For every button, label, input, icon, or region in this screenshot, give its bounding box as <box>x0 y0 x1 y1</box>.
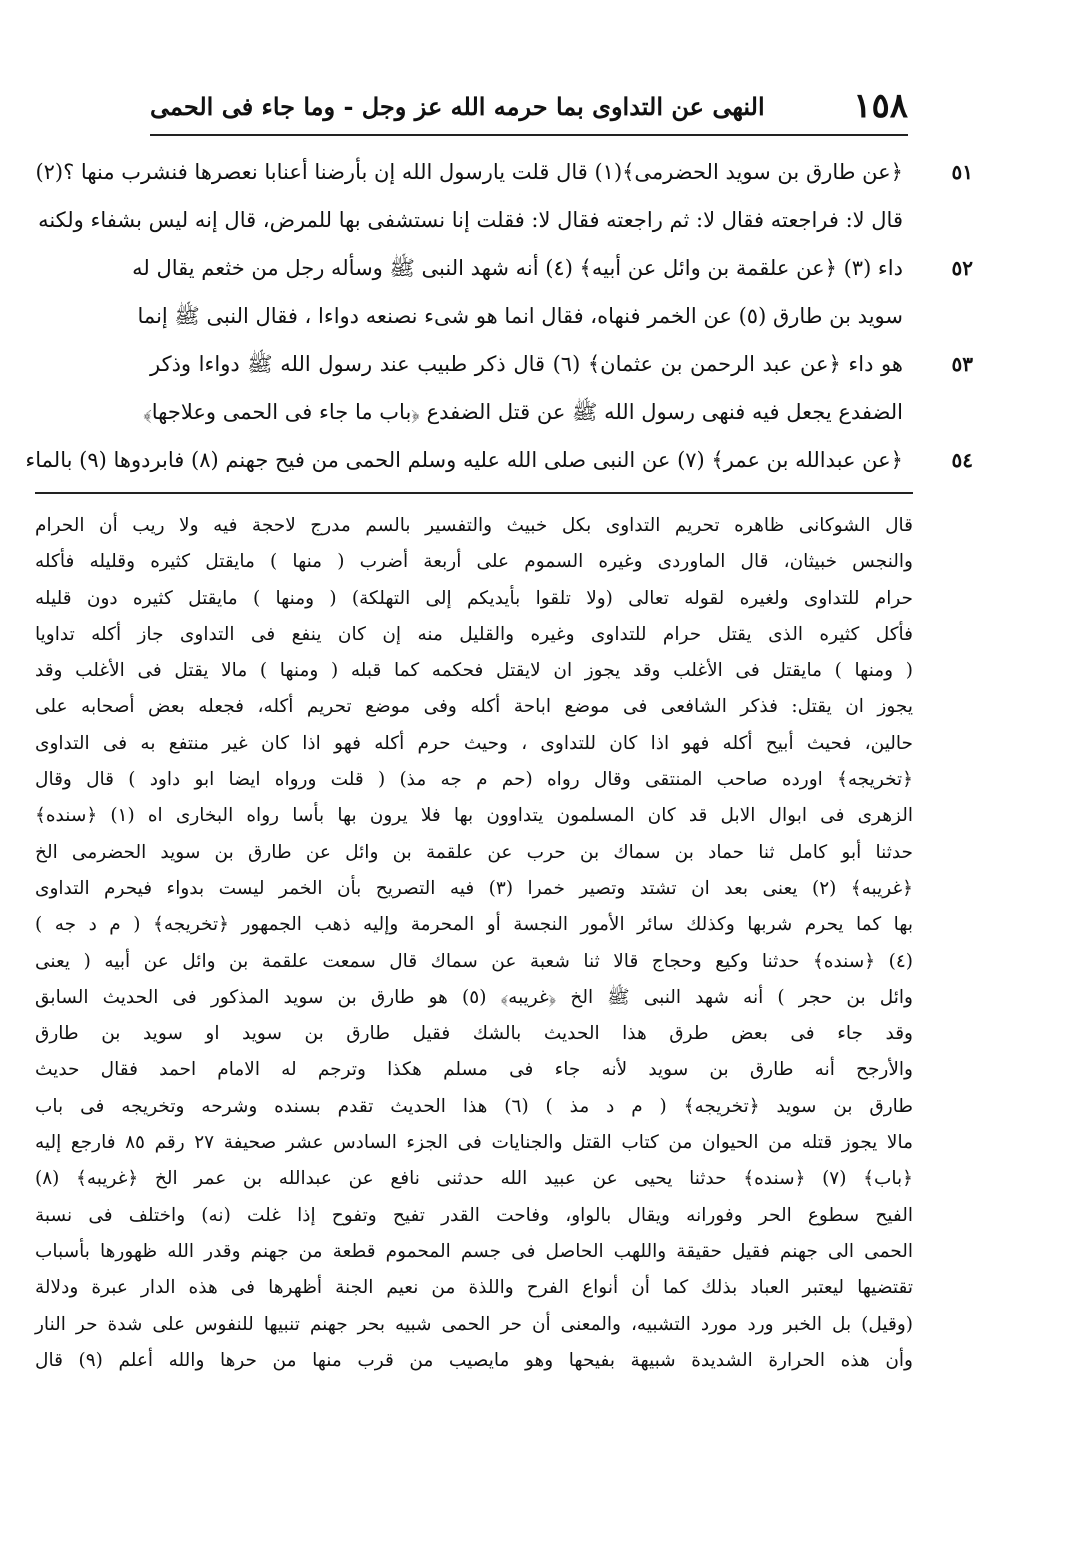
section-divider <box>35 492 913 494</box>
hadith-number: ٥٤ <box>951 448 973 472</box>
page-number: ١٥٨ <box>853 86 908 126</box>
commentary-line: (وقيل) بل الخبر ورد مورد التشبيه، والمعنى أن حر الحمى شبيه بحر جهنم تنبيها للنفوس على شدة حر النار <box>35 1313 913 1335</box>
commentary-section <box>35 508 913 1379</box>
commentary-line: والأرجح أنه طارق بن سويد لأنه جاء فى مسلم هكذا وترجم له الامام احمد فقال حديث <box>35 1059 913 1081</box>
commentary-line: تقتضيها ليعتبر العباد بذلك كما أن أنواع الفرح واللذة من نعيم الجنة أظهرها فى هذه الدار عبرة ودلالة <box>35 1277 913 1299</box>
hadith-number: ٥٣ <box>951 352 973 376</box>
commentary-line: حرام للتداوى ولغيره لقوله تعالى (ولا تلقوا بأيديكم إلى التهلكة) ( ومنها ) مايقتل كثيره دون قليله <box>35 587 913 609</box>
hadith-text: هو داء ﴿عن عبد الرحمن بن عثمان﴾ (٦) قال ذكر طبيب عند رسول الله ﷺ دواءا وذكر <box>150 352 903 376</box>
hadith-line <box>25 436 973 484</box>
hadith-section <box>25 148 973 484</box>
commentary-line: ﴿غريبه﴾ (٢) يعنى بعد ان تشتد وتصير خمرا (٣) فيه التصريح بأن الخمر ليست بدواء فيحرم التداوى <box>35 877 913 899</box>
commentary-line: حالين، فحيث أبيح أكله فهو اذا كان للتداوى ، وحيث حرم أكله فهو اذا كان غير منتفع به فى التداوى <box>35 732 913 754</box>
commentary-line: والنجس خبيثان، قال الماوردى وغيره السموم على أربعة أضرب ( منها ) مايقتل كثيره وقليله فأكله <box>35 551 913 573</box>
commentary-line: ﴿باب﴾ (٧) ﴿سنده﴾ حدثنا يحيى عن عبيد الله حدثنى نافع عن عبدالله بن عمر الخ ﴿غريبه﴾ (٨) <box>35 1168 913 1190</box>
commentary-line: وائل بن حجر ) أنه شهد النبى ﷺ الخ ﴿غريبه﴾ (٥) هو طارق بن سويد المذكور فى الحديث السابق <box>35 986 913 1008</box>
commentary-line: وأن هذه الحرارة الشديدة شبيهة بفيحها وهو مايصيب من قرب منها من حرها والله أعلم (٩) قال <box>35 1349 913 1371</box>
hadith-text: قال لا: فراجعته فقال لا: ثم راجعته فقال لا: فقلت إنا نستشفى بها للمرض، قال إنه ليس بشفاء ولكنه <box>38 208 903 232</box>
commentary-line: ﴿تخريجه﴾ اورده صاحب المنتقى وقال رواه (حم م جه مذ) ( قلت ورواه ايضا ابو داود ) قال وقال <box>35 769 913 791</box>
hadith-text: سويد بن طارق (٥) عن الخمر فنهاه، فقال انما هو شىء نصنعه دواءا ، فقال النبى ﷺ إنما <box>137 304 903 328</box>
hadith-number: ٥١ <box>951 160 973 184</box>
commentary-line: بها كما يحرم شربها وكذلك سائر الأمور النجسة أو المحرمة وإليه ذهب الجمهور ﴿تخريجه﴾ ( م د جه ) <box>35 914 913 936</box>
commentary-line: الحمى الى جهنم فقيل حقيقة واللهب الحاصل فى جسم المحموم قطعة من جهنم وقدر الله ظهورها بأسباب <box>35 1240 913 1262</box>
hadith-text: الضفدع يجعل فيه فنهى رسول الله ﷺ عن قتل الضفدع ﴿باب ما جاء فى الحمى وعلاجها﴾ <box>143 400 903 424</box>
hadith-line <box>132 244 973 292</box>
commentary-line: طارق بن سويد ﴿تخريجه﴾ ( م د مذ ) (٦) هذا الحديث تقدم بسنده وشرحه وتخريجه فى باب <box>35 1095 913 1117</box>
hadith-number: ٥٢ <box>951 256 973 280</box>
hadith-line <box>35 148 973 196</box>
hadith-text: ﴿عن طارق بن سويد الحضرمى﴾(١) قال قلت يارسول الله إن بأرضنا أعنابا نعصرها فنشرب منها ؟(٢) <box>35 160 903 184</box>
commentary-line: حدثنا أبو كامل ثنا حماد بن سماك بن حرب عن علقمة بن وائل عن طارق بن سويد الحضرمى الخ <box>35 841 913 863</box>
hadith-text: داء (٣) ﴿عن علقمة بن وائل عن أبيه﴾ (٤) أنه شهد النبى ﷺ وسأله رجل من خثعم يقال له <box>132 256 903 280</box>
hadith-line <box>137 292 973 340</box>
hadith-line <box>38 196 973 244</box>
hadith-line <box>150 340 973 388</box>
hadith-text: ﴿عن عبدالله بن عمر﴾ (٧) عن النبى صلى الله عليه وسلم الحمى من فيح جهنم (٨) فابردوها (٩) بالماء <box>25 448 903 472</box>
commentary-line: الفيح سطوع الحر وفورانه ويقال بالواو، وفاحت القدر تفيح وتفوح إذا غلت (نه) واختلف فى نسبة <box>35 1204 913 1226</box>
commentary-line: قال الشوكانى ظاهره تحريم التداوى بكل خبيث والتفسير بالسم مدرج لاحجة فيه ولا ريب أن الحرام <box>35 515 913 536</box>
commentary-line: وقد جاء فى بعض طرق هذا الحديث بالشك فقيل طارق بن سويد او سويد بن طارق <box>35 1023 913 1045</box>
header-rule <box>150 134 908 136</box>
page-header <box>150 84 908 128</box>
commentary-line: (٤) ﴿سنده﴾ حدثنا وكيع وحجاج قالا ثنا شعبة عن سماك قال سمعت علقمة بن وائل عن أبيه ( يعنى <box>35 950 913 972</box>
commentary-line: الزهرى فى ابوال الابل قد كان المسلمون يتداوون بها فلا يرون بها بأسا رواه البخارى اه (١) ﴿سنده﴾ <box>35 805 913 827</box>
hadith-line <box>143 388 973 436</box>
commentary-line: يجوز ان يقتل: فذكر الشافعى فى موضع اباحة أكله وفى موضع تحريم أكله، فجعله بعض أصحابه على <box>35 696 913 718</box>
commentary-line: ( ومنها ) مايقتل فى الأغلب وقد يجوز ان لايقتل فحكمه كما قبله ( ومنها ) مالا يقتل فى الأغلب وقد <box>35 660 913 682</box>
commentary-line: مالا يجوز قتله من الحيوان من كتاب القتل والجنايات فى الجزء السادس عشر صحيفة ٢٧ رقم ٨٥ فارجع إليه <box>35 1132 913 1154</box>
commentary-line: فأكل كثيره الذى يقتل حرام للتداوى وغيره والقليل منه إن كان ينفع فى التداوى جاز أكله تداويا <box>35 623 913 645</box>
running-title: النهى عن التداوى بما حرمه الله عز وجل - وما جاء فى الحمى <box>150 91 765 121</box>
